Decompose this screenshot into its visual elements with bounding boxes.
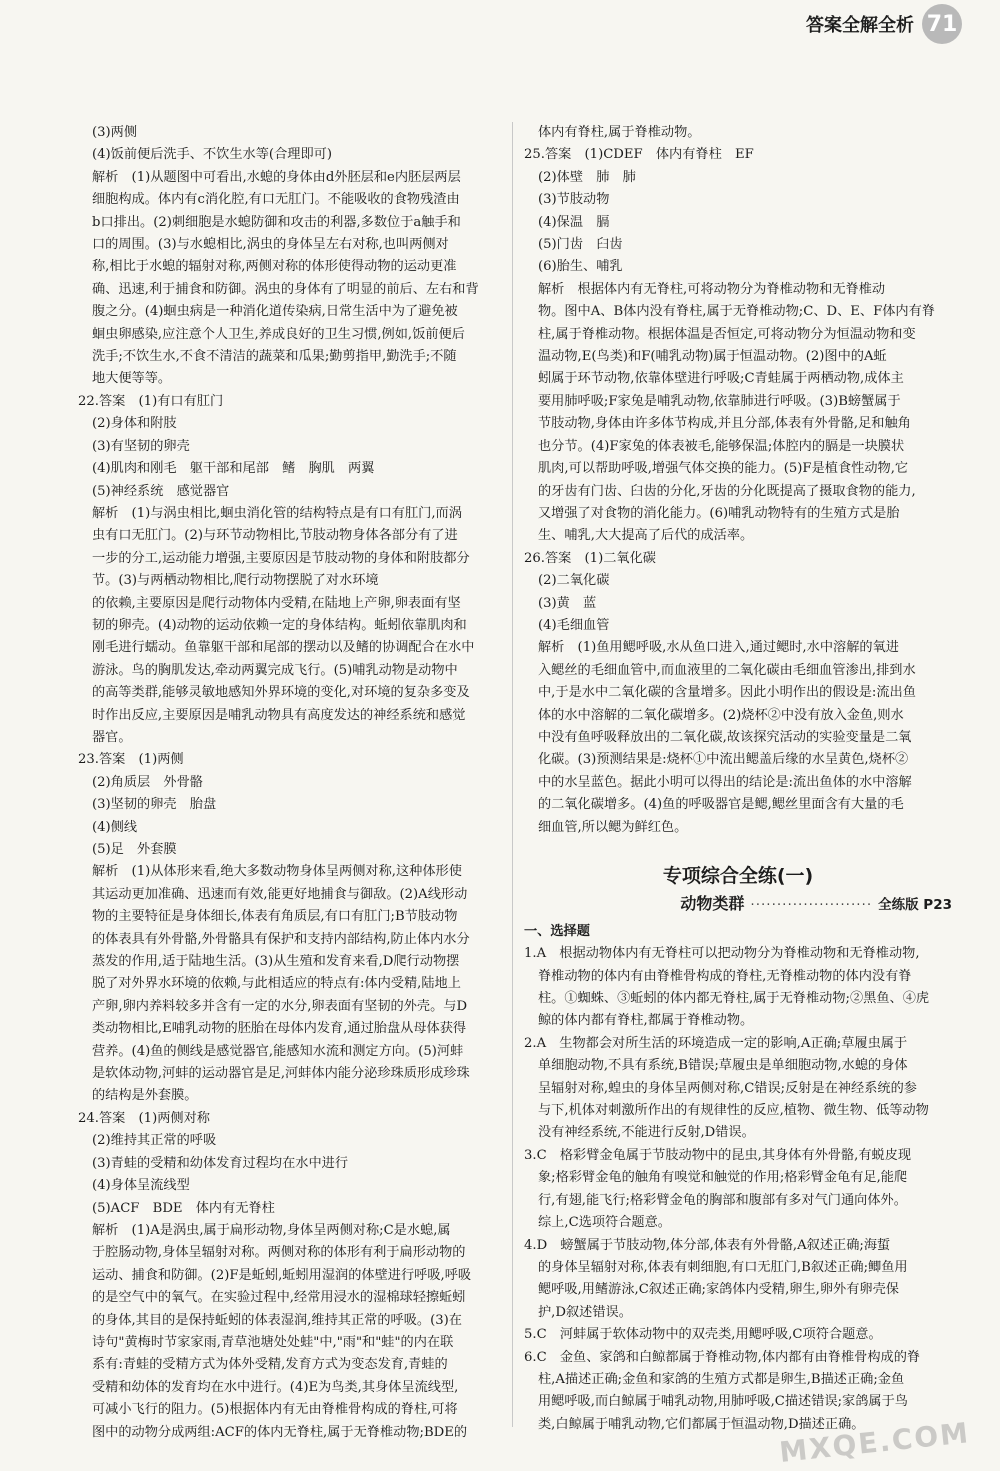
text-line: 柱,属于脊椎动物。根据体温是否恒定,可将动物分为恒温动物和变 (538, 326, 916, 342)
section-topic: 动物类群 (680, 894, 745, 914)
text-line: 的结构是外套膜。 (92, 1088, 198, 1104)
text-line: (3)两侧 (92, 125, 138, 140)
text-line: (3)黄 蓝 (538, 595, 597, 611)
text-line: 22.答案 (1)有口有肛门 (78, 393, 224, 409)
text-line: 温动物,E(鸟类)和F(哺乳动物)属于恒温动物。(2)图中的A蚯 (538, 349, 887, 365)
text-line: 于腔肠动物,身体呈辐射对称。两侧对称的体形有利于扁形动物的 (92, 1245, 466, 1261)
text-line: 23.答案 (1)两侧 (78, 752, 184, 768)
text-line: (6)胎生、哺乳 (538, 259, 623, 275)
text-line: (3)有坚韧的卵壳 (92, 438, 190, 454)
text-line: 要用肺呼吸;F家兔是哺乳动物,依靠肺进行呼吸。(3)B螃蟹属于 (538, 393, 901, 409)
text-line: 柱,A描述正确;金鱼和家鸽的生殖方式都是卵生,B描述正确;金鱼 (538, 1371, 905, 1387)
text-line: 节肢动物,身体由许多体节构成,并且分部,体表有外骨骼,足和触角 (538, 416, 911, 432)
text-line: 解析 (1)鱼用鳃呼吸,水从鱼口进入,通过鳃时,水中溶解的氧进 (538, 640, 899, 656)
text-line: 受精和幼体的发育均在水中进行。(4)E为鸟类,其身体呈流线型, (92, 1379, 459, 1395)
page-header (806, 4, 962, 44)
text-line: 细血管,所以鳃为鲜红色。 (538, 819, 688, 835)
text-line: (5)足 外套膜 (92, 842, 177, 857)
text-line: 脊椎动物的体内有由脊椎骨构成的脊柱,无脊椎动物的体内没有脊 (538, 968, 912, 984)
text-line: 口的周围。(3)与水螅相比,涡虫的身体呈左右对称,也叫两侧对 (92, 237, 449, 253)
text-line: 刚毛进行蠕动。鱼靠躯干部和尾部的摆动以及鳍的协调配合在水中 (92, 640, 475, 656)
text-line: 腹之分。(4)蛔虫病是一种消化道传染病,日常生活中为了避免被 (92, 304, 458, 320)
text-line: 营养。(4)鱼的侧线是感觉器官,能感知水流和测定方向。(5)河蚌 (92, 1043, 464, 1059)
text-line: 系有:青蛙的受精方式为体外受精,发育方式为变态发育,青蛙的 (92, 1357, 448, 1373)
text-line: 器官。 (92, 729, 132, 745)
text-line: 也分节。(4)F家兔的体表被毛,能够保温;体腔内的膈是一块膜状 (538, 438, 905, 454)
right-column (524, 122, 952, 1436)
text-line: 物的主要特征是身体细长,体表有角质层,有口有肛门;B节肢动物 (92, 909, 458, 925)
text-line: 虫有口无肛门。(2)与环节动物相比,节肢动物身体各部分有了进 (92, 528, 458, 544)
text-line: (3)青蛙的受精和幼体发育过程均在水中进行 (92, 1155, 349, 1171)
text-line: 鳃呼吸,用鳍游泳,C叙述正确;家鸽体内受精,卵生,卵外有卵壳保 (538, 1282, 899, 1298)
text-line: (4)肌肉和刚毛 躯干部和尾部 鳍 胸肌 两翼 (92, 461, 375, 477)
text-line: (2)维持其正常的呼吸 (92, 1133, 217, 1149)
text-line: (4)毛细血管 (538, 617, 610, 633)
text-line: 是软体动物,河蚌的运动器官是足,河蚌体内能分泌珍珠质形成珍珠 (92, 1066, 470, 1082)
text-line: 时作出反应,主要原因是哺乳动物具有高度发达的神经系统和感觉 (92, 707, 466, 723)
text-line: 呈辐射对称,蝗虫的身体呈两侧对称,C错误;反射是在神经系统的参 (538, 1080, 917, 1096)
text-line: 与下,机体对刺激所作出的有规律性的反应,植物、微生物、低等动物 (538, 1103, 929, 1119)
text-line: 地大便等等。 (92, 371, 172, 387)
text-line: 运动、捕食和防御。(2)F是蚯蚓,蚯蚓用湿润的体壁进行呼吸,呼吸 (92, 1267, 472, 1283)
text-line: 确、迅速,利于捕食和防御。涡虫的身体有了明显的前后、左右和背 (92, 281, 479, 297)
text-line: (3)坚韧的卵壳 胎盘 (92, 797, 217, 813)
text-line: 蒸发的作用,适于陆地生活。(3)从生殖和发育来看,D爬行动物摆 (92, 954, 460, 970)
left-column (78, 122, 506, 1444)
text-line: (3)节肢动物 (538, 192, 610, 208)
text-line: 化碳。(3)预测结果是:烧杯①中流出鳃盖后缘的水呈黄色,烧杯② (538, 752, 909, 768)
text-line: 3.C 格彩臂金龟属于节肢动物中的昆虫,其身体有外骨骼,有蜕皮现 (524, 1147, 912, 1163)
text-line: 一、选择题 (524, 923, 590, 939)
text-line: (2)身体和附肢 (92, 416, 177, 432)
text-line: (2)角质层 外骨骼 (92, 774, 203, 790)
text-line: (5)神经系统 感觉器官 (92, 483, 230, 499)
text-line: 护,D叙述错误。 (538, 1304, 632, 1320)
text-line: 蛔虫卵感染,应注意个人卫生,养成良好的卫生习惯,例如,饭前便后 (92, 326, 465, 342)
text-line: 节。(3)与两栖动物相比,爬行动物摆脱了对水环境 (92, 573, 379, 589)
text-line: 脱了对外界水环境的依赖,与此相适应的特点有:体内受精,陆地上 (92, 976, 461, 992)
text-line: 柱。①蜘蛛、③蚯蚓的体内都无脊柱,属于无脊椎动物;②黑鱼、④虎 (538, 991, 930, 1007)
text-line: 生、哺乳,大大提高了后代的成活率。 (538, 528, 754, 544)
text-line: 的牙齿有门齿、臼齿的分化,牙齿的分化既提高了摄取食物的能力, (538, 483, 916, 499)
text-line: 细胞构成。体内有c消化腔,有口无肛门。不能吸收的食物残渣由 (92, 192, 460, 208)
text-line: 综上,C选项符合题意。 (538, 1215, 671, 1231)
text-line: 其运动更加准确、迅速而有效,能更好地捕食与御敌。(2)A线形动 (92, 886, 468, 902)
text-line: 中的水呈蓝色。据此小明可以得出的结论是:流出鱼体的水中溶解 (538, 774, 912, 790)
text-line: 中没有鱼呼吸释放出的二氧化碳,故该探究活动的实验变量是二氧 (538, 729, 912, 745)
text-line: 诗句"黄梅时节家家雨,青草池塘处处蛙"中,"雨"和"蛙"的内在联 (92, 1334, 454, 1350)
text-line: 的身体,其目的是保持蚯蚓的体表湿润,维持其正常的呼吸。(3)在 (92, 1312, 462, 1328)
text-line: 类动物相比,E哺乳动物的胚胎在母体内发育,通过胎盘从母体获得 (92, 1021, 467, 1037)
text-line: 象;格彩臂金龟的触角有嗅觉和触觉的作用;格彩臂金龟有足,能爬 (538, 1170, 908, 1186)
text-line: 中,于是水中二氧化碳的含量增多。因此小明作出的假设是:流出鱼 (538, 685, 916, 701)
text-line: 没有神经系统,不能进行反射,D错误。 (538, 1125, 755, 1141)
text-line: 蚓属于环节动物,依靠体壁进行呼吸;C青蛙属于两栖动物,成体主 (538, 371, 904, 387)
text-line: 24.答案 (1)两侧对称 (78, 1110, 210, 1126)
section-subhead (524, 893, 952, 916)
text-line: 游泳。鸟的胸肌发达,牵动两翼完成飞行。(5)哺乳动物是动物中 (92, 662, 458, 678)
text-line: 的体表具有外骨骼,外骨骼具有保护和支持内部结构,防止体内水分 (92, 931, 470, 947)
text-line: 洗手;不饮生水,不食不清洁的蔬菜和瓜果;勤剪指甲,勤洗手;不随 (92, 349, 457, 365)
text-line: 称,相比于水螅的辐射对称,两侧对称的体形使得动物的运动更准 (92, 259, 457, 275)
text-line: 1.A 根据动物体内有无脊柱可以把动物分为脊椎动物和无脊椎动物, (524, 946, 920, 962)
text-line: 产卵,卵内养料较多并含有一定的水分,卵表面有坚韧的外壳。与D (92, 998, 468, 1014)
text-line: 解析 根据体内有无脊柱,可将动物分为脊椎动物和无脊椎动 (538, 281, 886, 297)
section-leader-dots: ······················· (750, 897, 873, 914)
page-number-badge: 71 (922, 4, 962, 44)
text-line: 25.答案 (1)CDEF 体内有脊柱 EF (524, 147, 754, 163)
text-line: 的是空气中的氧气。在实验过程中,经常用浸水的湿棉球轻擦蚯蚓 (92, 1290, 466, 1306)
text-line: 一步的分工,运动能力增强,主要原因是节肢动物的身体和附肢都分 (92, 550, 470, 566)
text-line: 体的水中溶解的二氧化碳增多。(2)烧杯②中没有放入金鱼,则水 (538, 707, 904, 723)
text-line: (2)二氧化碳 (538, 573, 610, 589)
text-line: (5)ACF BDE 体内有无脊柱 (92, 1200, 275, 1216)
text-line: 6.C 金鱼、家鸽和白鲸都属于脊椎动物,体内都有由脊椎骨构成的脊 (524, 1349, 921, 1365)
text-line: 2.A 生物都会对所生活的环境造成一定的影响,A正确;草履虫属于 (524, 1035, 908, 1051)
text-line: 解析 (1)从题图中可看出,水螅的身体由d外胚层和e内胚层两层 (92, 169, 461, 185)
text-line: 单细胞动物,不具有系统,B错误;草履虫是单细胞动物,水螅的身体 (538, 1058, 908, 1074)
text-line: (5)门齿 臼齿 (538, 237, 623, 253)
text-line: 的高等类群,能够灵敏地感知外界环境的变化,对环境的复杂多变及 (92, 685, 470, 701)
text-line: (2)体壁 肺 肺 (538, 169, 636, 185)
text-line: 的身体呈辐射对称,体表有刺细胞,有口无肛门,B叙述正确;鲫鱼用 (538, 1259, 908, 1275)
text-line: (4)侧线 (92, 819, 138, 835)
text-line: 行,有翅,能飞行;格彩臂金龟的胸部和腹部有多对气门通向体外。 (538, 1192, 907, 1208)
text-line: 用鳃呼吸,而白鲸属于哺乳动物,用肺呼吸,C描述错误;家鸽属于鸟 (538, 1394, 908, 1410)
header-title: 答案全解全析 (806, 15, 914, 36)
text-line: (4)饭前便后洗手、不饮生水等(合理即可) (92, 147, 332, 163)
section-title: 专项综合全练(一) (662, 865, 814, 887)
text-line: 入鳃丝的毛细血管中,而血液里的二氧化碳由毛细血管渗出,排到水 (538, 662, 916, 678)
text-line: 体内有脊柱,属于脊椎动物。 (538, 125, 701, 140)
right-top-block (524, 122, 952, 839)
text-line: b口排出。(2)刺细胞是水螅防御和攻击的利器,多数位于a触手和 (92, 214, 461, 230)
text-line: (4)保温 膈 (538, 214, 610, 230)
text-line: 5.C 河蚌属于软体动物中的双壳类,用鳃呼吸,C项符合题意。 (524, 1327, 882, 1343)
text-line: 肌肉,可以帮助呼吸,增强气体交换的能力。(5)F是植食性动物,它 (538, 461, 909, 477)
text-line: 物。图中A、B体内没有脊柱,属于无脊椎动物;C、D、E、F体内有脊 (538, 304, 935, 320)
column-divider (512, 122, 513, 1427)
text-line: 可减小飞行的阻力。(5)根据体内有无由脊椎骨构成的脊柱,可将 (92, 1402, 458, 1418)
text-line: 又增强了对食物的消化能力。(6)哺乳动物特有的生殖方式是胎 (538, 505, 900, 521)
section-version-ref: 全练版 P23 (878, 897, 952, 914)
text-line: 韧的卵壳。(4)动物的运动依赖一定的身体结构。蚯蚓依靠肌肉和 (92, 617, 467, 633)
text-line: 类,白鲸属于哺乳动物,它们都属于恒温动物,D描述正确。 (538, 1416, 865, 1432)
text-line: 解析 (1)A是涡虫,属于扁形动物,身体呈两侧对称;C是水螅,属 (92, 1222, 451, 1238)
text-line: 的二氧化碳增多。(4)鱼的呼吸器官是鳃,鳃丝里面含有大量的毛 (538, 797, 904, 813)
text-line: 鲸的体内都有脊柱,都属于脊椎动物。 (538, 1013, 754, 1029)
text-line: 解析 (1)与涡虫相比,蛔虫消化管的结构特点是有口有肛门,而涡 (92, 505, 462, 521)
text-line: 26.答案 (1)二氧化碳 (524, 550, 656, 566)
watermark-logo: MXQE.COM (777, 1416, 972, 1469)
text-line: 图中的动物分成两组:ACF的体内无脊柱,属于无脊椎动物;BDE的 (92, 1424, 468, 1440)
text-line: 解析 (1)从体形来看,绝大多数动物身体呈两侧对称,这种体形使 (92, 864, 462, 880)
right-bottom-block (524, 921, 952, 1436)
text-line: 4.D 螃蟹属于节肢动物,体分部,体表有外骨骼,A叙述正确;海蜇 (524, 1237, 891, 1253)
text-line: 的依赖,主要原因是爬行动物体内受精,在陆地上产卵,卵表面有坚 (92, 595, 461, 611)
text-line: (4)身体呈流线型 (92, 1178, 190, 1194)
